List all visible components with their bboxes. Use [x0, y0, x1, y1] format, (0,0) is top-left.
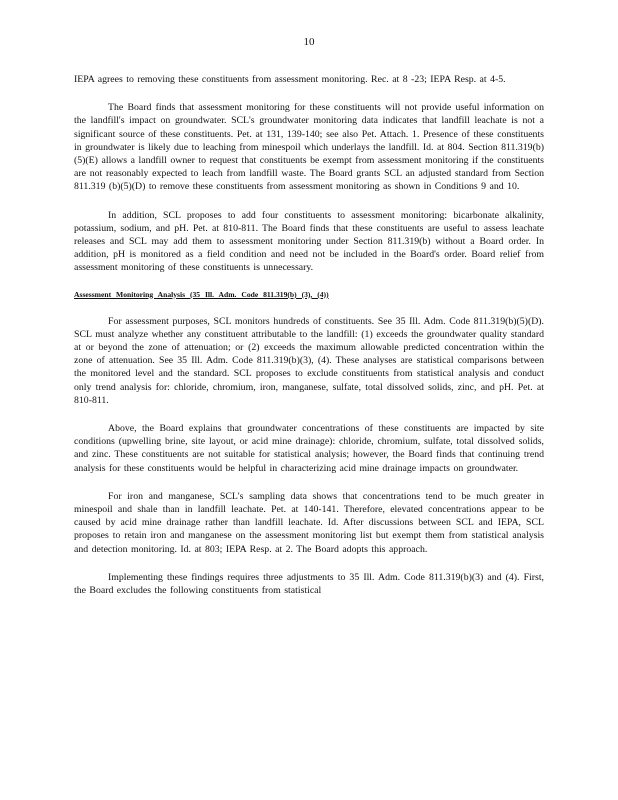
paragraph-2: The Board finds that assessment monitoring for these constituents will not provide useful information on the landfill's impact on groundwater. SCL's groundwater monitoring data indicates that landfill leachate is not a significant source of these constituents. Pet. at 131, 139-140; see also Pet. Attach. 1. Presence of these constituents in groundwater is likely due to leaching from minespoil which underlays the landfill. Id. at 804. Section 811.319(b)(5)(E) allows a landfill owner to request that constituents be exempt from assessment monitoring if the constituents are not reasonably expected to leach from landfill waste. The Board grants SCL an adjusted standard from Section 811.319 (b)(5)(D) to remove these constituents from assessment monitoring as shown in Conditions 9 and 10. [74, 102, 544, 193]
paragraph-6: For iron and manganese, SCL's sampling data shows that concentrations tend to be much greater in minespoil and shale than in landfill leachate. Pet. at 140-141. Therefore, elevated concentrations appear to be caused by acid mine drainage rather than landfill leachate. Id. After discussions between SCL and IEPA, SCL proposes to retain iron and manganese on the assessment monitoring list but exempt them from statistical analysis and detection monitoring. Id. at 803; IEPA Resp. at 2. The Board adopts this approach. [74, 490, 544, 555]
paragraph-5: Above, the Board explains that groundwater concentrations of these constituents are impacted by site conditions (upwelling brine, site layout, or acid mine drainage): chloride, chromium, sulfate, total dissolved solids, and zinc. These constituents are not suitable for statistical analysis; however, the Board finds that continuing trend analysis for these constituents would be helpful in characterizing acid mine drainage impacts on groundwater. [74, 423, 544, 474]
paragraph-3: In addition, SCL proposes to add four constituents to assessment monitoring: bicarbonate alkalinity, potassium, sodium, and pH. Pet. at 810-811. The Board finds that these constituents are useful to assess leachate releases and SCL may add them to assessment monitoring under Section 811.319(b) without a Board order. In addition, pH is monitored as a field condition and need not be included in the Board's order. Board relief from assessment monitoring of these constituents is unnecessary. [74, 209, 544, 274]
page-number: 10 [303, 36, 315, 48]
document-body [74, 73, 544, 612]
paragraph-7: Implementing these findings requires three adjustments to 35 Ill. Adm. Code 811.319(b)(3) and (4). First, the Board excludes the following constituents from statistical [74, 571, 544, 597]
paragraph-4: For assessment purposes, SCL monitors hundreds of constituents. See 35 Ill. Adm. Code 811.319(b)(5)(D). SCL must analyze whether any constituent attributable to the landfill: (1) exceeds the groundwater quality standard at or beyond the zone of attenuation; or (2) exceeds the maximum allowable predicted concentration within the zone of attenuation. See 35 Ill. Adm. Code 811.319(b)(3), (4). These analyses are statistical comparisons between the monitored level and the standard. SCL proposes to exclude constituents from statistical analysis and conduct only trend analysis for: chloride, chromium, iron, manganese, sulfate, total dissolved solids, zinc, and pH. Pet. at 810-811. [74, 315, 544, 406]
section-heading: Assessment Monitoring Analysis (35 Ill. Adm. Code 811.319(b) (3), (4)) [74, 289, 329, 299]
paragraph-1: IEPA agrees to removing these constituents from assessment monitoring. Rec. at 8 -23; IEPA Resp. at 4-5. [74, 74, 506, 85]
